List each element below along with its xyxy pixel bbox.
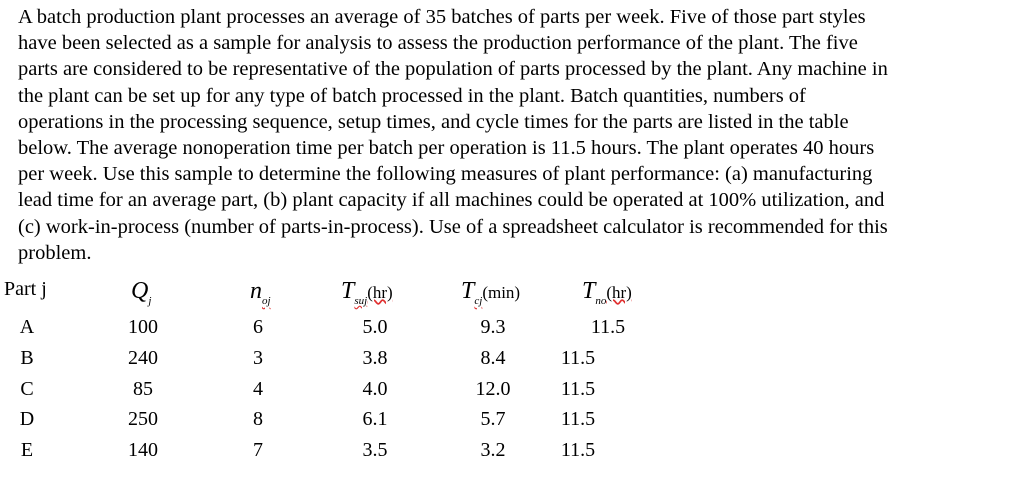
table-cell: 4.0 (362, 377, 388, 400)
paragraph-line: lead time for an average part, (b) plant capacity if all machines could be operated at 100% utilization, and (18, 189, 885, 212)
header-tc: $T_{cj}(\min)$ (461, 278, 521, 307)
table-cell: 6.1 (362, 408, 388, 431)
table-cell: 4 (253, 377, 263, 400)
paragraph-line: A batch production plant processes an average of 35 batches of parts per week. Five of those part styles (18, 6, 866, 28)
table-cell: C (20, 377, 34, 400)
header-tsu: $T_{suj}(hr)$ (341, 278, 393, 307)
table-cell: 7 (253, 439, 263, 462)
header-tno: $T_{no}(hr)$ (582, 278, 632, 307)
paragraph-line: the plant can be set up for any type of batch processed in the plant. Batch quantities, numbers of (18, 84, 806, 107)
table-cell: 11.5 (590, 316, 626, 338)
table-cell: 100 (128, 316, 158, 338)
paragraph-line: below. The average nonoperation time per batch per operation is 11.5 hours. The plant operates 40 hours (18, 137, 875, 160)
header-n: $n_{oj}$ (250, 278, 271, 307)
table-cell: E (20, 439, 34, 462)
table-cell: 11.5 (560, 377, 596, 400)
paragraph-line: (c) work-in-process (number of parts-in-process). Use of a spreadsheet calculator is recommended for this (18, 215, 888, 238)
paragraph-line: problem. (18, 241, 92, 264)
table-cell: 9.3 (480, 316, 506, 338)
table-cell: 3.5 (362, 439, 388, 462)
table-cell: 85 (133, 377, 153, 400)
table-cell: D (19, 408, 35, 431)
table-cell: 5.7 (480, 408, 506, 431)
table-cell: 12.0 (475, 377, 511, 400)
table-cell: 8.4 (480, 346, 506, 369)
table-cell: 11.5 (560, 408, 596, 431)
table-cell: 3.8 (362, 346, 388, 369)
table-cell: 3 (253, 346, 263, 369)
table-cell: A (19, 316, 35, 338)
paragraph-line: per week. Use this sample to determine the following measures of plant performance: (a) manufacturing (18, 163, 873, 186)
table-cell: 6 (253, 316, 263, 338)
table-cell: B (20, 346, 34, 369)
paragraph-line: operations in the processing sequence, setup times, and cycle times for the parts are listed in the table (18, 110, 849, 133)
table-cell: 11.5 (560, 346, 596, 369)
header-part: Part j (4, 278, 47, 300)
table-cell: 140 (128, 439, 158, 462)
table-cell: 8 (253, 408, 263, 431)
table-cell: 240 (128, 346, 158, 369)
paragraph-line: have been selected as a sample for analysis to assess the production performance of the plant. The five (18, 32, 858, 55)
table-cell: 11.5 (560, 439, 596, 462)
table-cell: 250 (128, 408, 158, 431)
table-cell: 5.0 (362, 316, 388, 338)
header-q: $Q_j$ (131, 278, 152, 307)
table-cell: 3.2 (480, 439, 506, 462)
problem-statement (18, 4, 888, 266)
paragraph-line: parts are considered to be representative of the population of parts processed by the plant. Any machine in (18, 58, 888, 81)
